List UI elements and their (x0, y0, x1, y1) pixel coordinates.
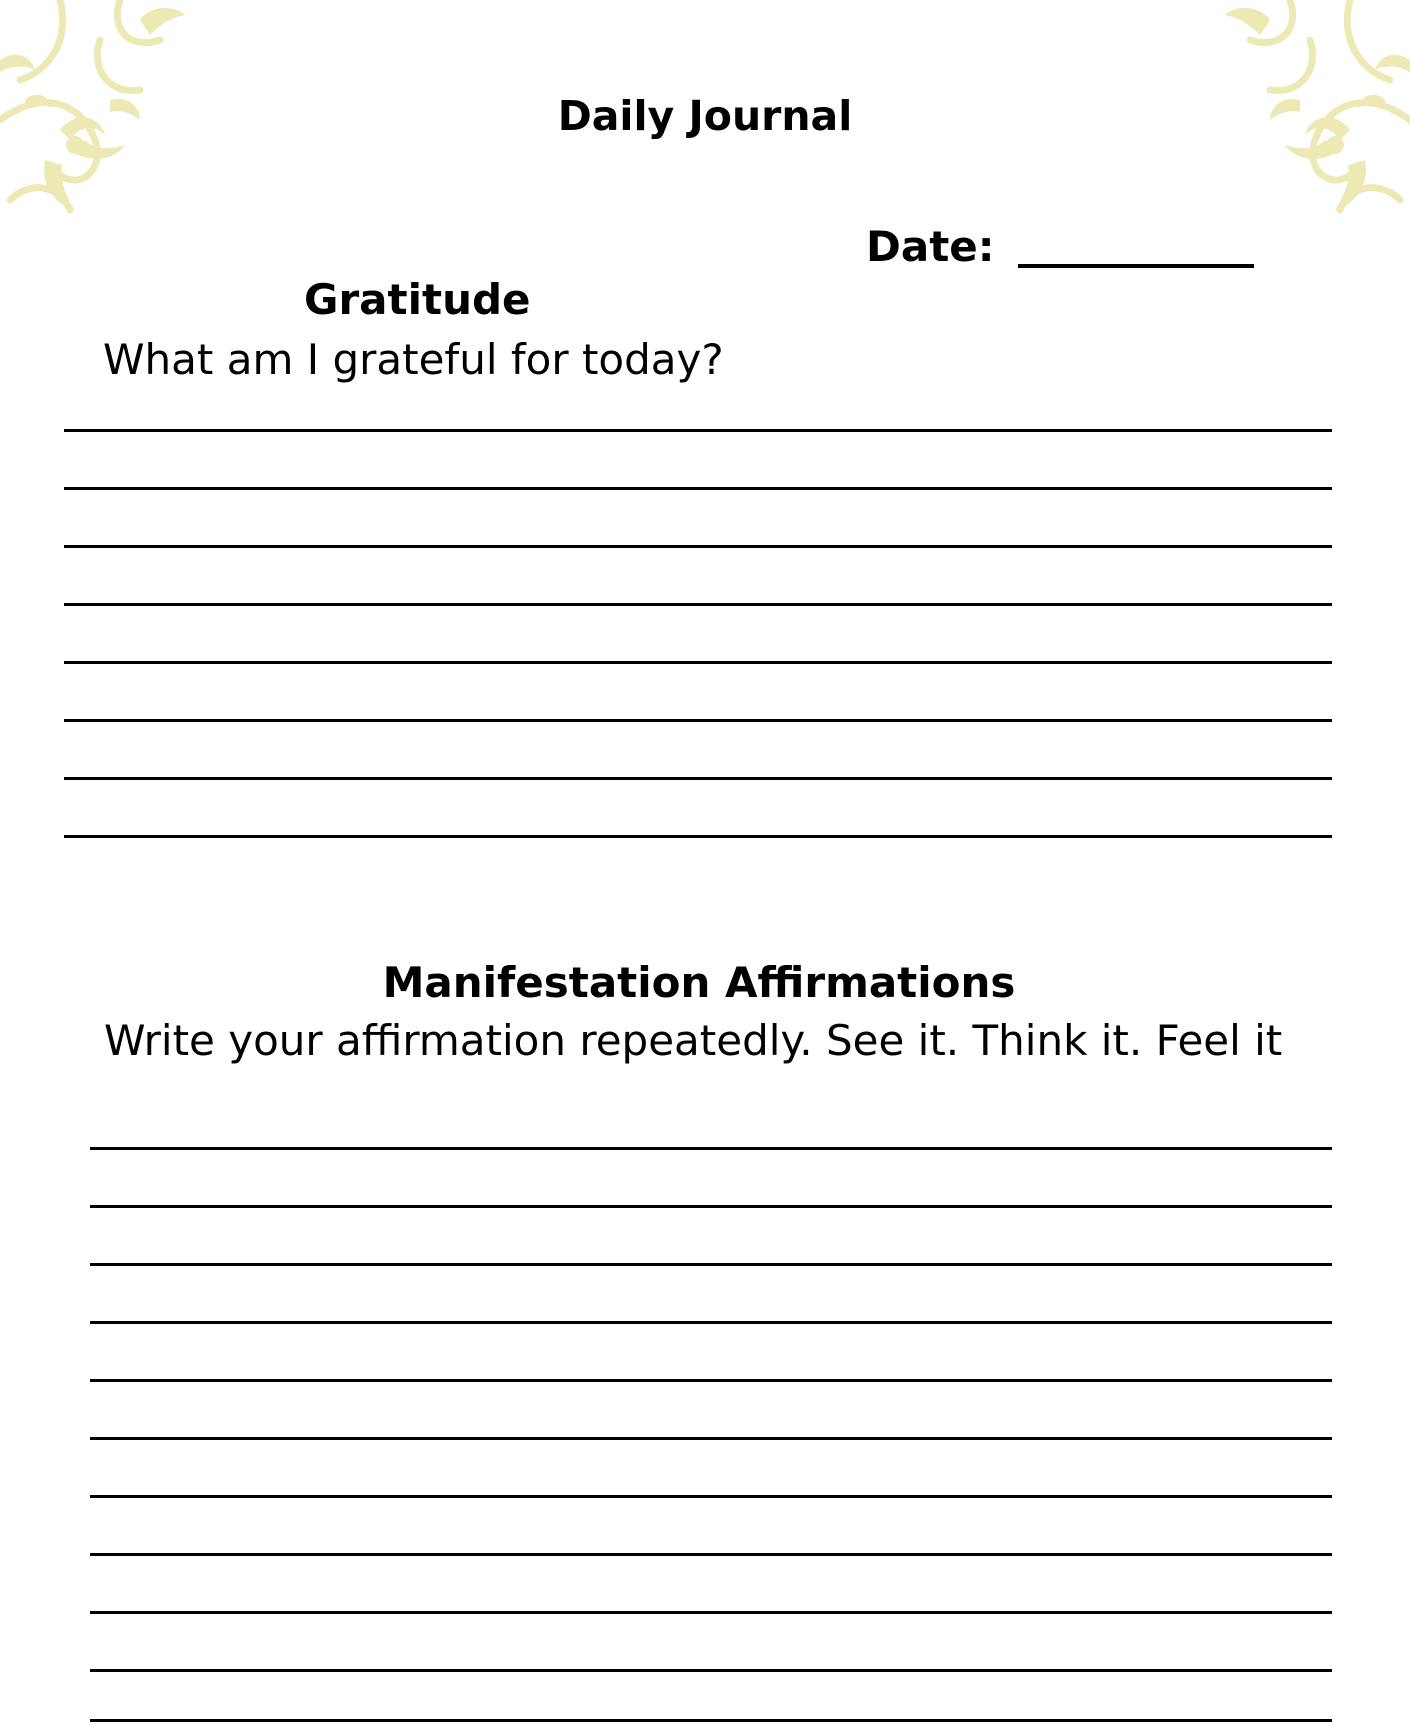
gratitude-write-line[interactable] (64, 719, 1332, 722)
gratitude-write-line[interactable] (64, 835, 1332, 838)
gratitude-prompt: What am I grateful for today? (103, 335, 724, 384)
gratitude-write-line[interactable] (64, 777, 1332, 780)
gratitude-heading: Gratitude (304, 275, 531, 324)
date-label: Date: (866, 222, 995, 271)
affirmation-write-line[interactable] (90, 1669, 1332, 1672)
affirmation-write-line[interactable] (90, 1205, 1332, 1208)
affirmation-write-line[interactable] (90, 1495, 1332, 1498)
affirmation-write-line[interactable] (90, 1379, 1332, 1382)
affirmation-write-line[interactable] (90, 1719, 1332, 1722)
gratitude-write-line[interactable] (64, 429, 1332, 432)
affirmation-write-line[interactable] (90, 1437, 1332, 1440)
gratitude-write-line[interactable] (64, 661, 1332, 664)
affirmation-write-line[interactable] (90, 1263, 1332, 1266)
page-title: Daily Journal (557, 92, 853, 140)
manifestation-prompt: Write your affirmation repeatedly. See it. Think it. Feel it (104, 1016, 1283, 1065)
affirmation-write-line[interactable] (90, 1553, 1332, 1556)
gratitude-write-line[interactable] (64, 603, 1332, 606)
gratitude-write-line[interactable] (64, 487, 1332, 490)
manifestation-heading: Manifestation Affirmations (382, 958, 1016, 1007)
affirmation-write-line[interactable] (90, 1611, 1332, 1614)
gratitude-write-line[interactable] (64, 545, 1332, 548)
affirmation-write-line[interactable] (90, 1147, 1332, 1150)
date-blank-line[interactable] (1018, 264, 1254, 268)
affirmation-write-line[interactable] (90, 1321, 1332, 1324)
